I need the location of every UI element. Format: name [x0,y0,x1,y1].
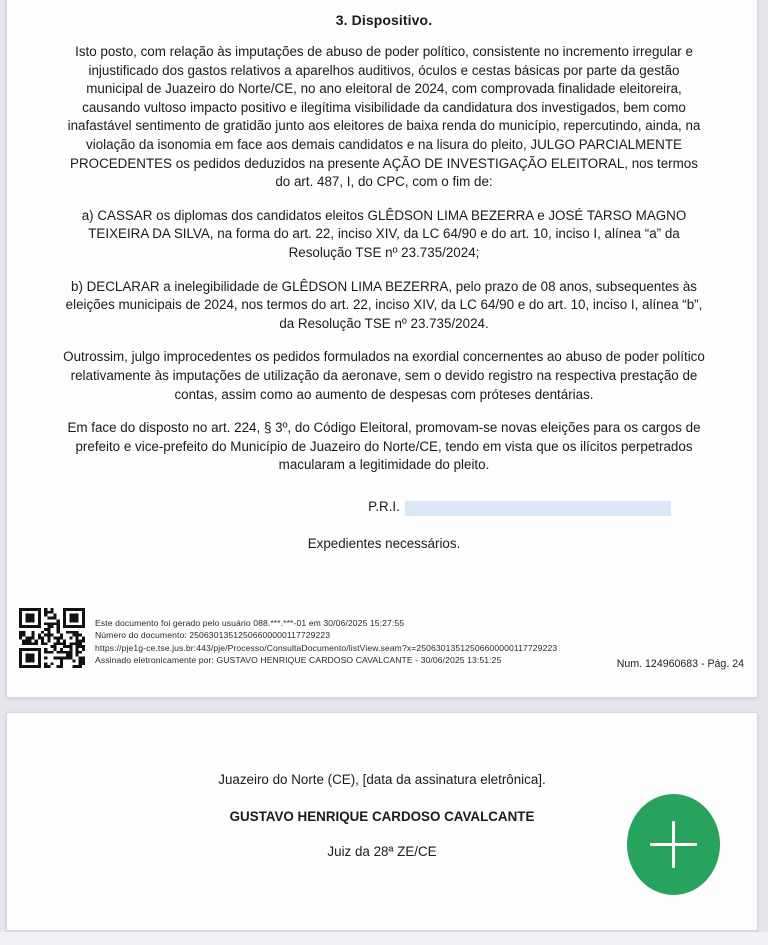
signer-name: GUSTAVO HENRIQUE CARDOSO CAVALCANTE [229,809,535,824]
section-heading: 3. Dispositivo. [335,12,433,28]
stamp-document-number: Número do documento: 25063013512506600000117729223 [95,630,331,641]
stamp-generated-by: Este documento foi gerado pelo usuário 088.***.***-01 em 30/06/2025 15:27:55 [95,618,405,628]
pri-line [61,499,707,518]
paragraph-outrossim: Outrossim, julgo improcedentes os pedidos formulados na exordial concernentes ao abuso de poder político relativamente às imputações de utilização da aeronave, sem o devido registro na respectiva prestação de contas, assim como ao aumento de despesas com próteses dentárias. [63,349,705,402]
paragraph-item-b: b) DECLARAR a inelegibilidade de GLÊDSON LIMA BEZERRA, pelo prazo de 08 anos, subsequentes às eleições municipais de 2024, nos termos do art. 22, inciso XIV, da LC 64/90 e do art. 10, inciso I, alínea “b”, da Resolução TSE nº 23.735/2024. [65,278,703,331]
pri-text: P.R.I. [368,498,400,514]
paragraph-isto-posto: Isto posto, com relação às imputações de abuso de poder político, consistente no incremento irregular e injustificado dos gastos relativos a aparelhos auditivos, óculos e cestas básicas por parte da gestão municipal de Juazeiro do Norte/CE, no ano eleitoral de 2024, com comprovada finalidade eleitoreira, causando vultoso impacto positivo e ilegítima visibilidade da candidatura dos investigados, bem como inafastável sentimento de gratidão junto aos eleitores de baixa renda do município, repercutindo, ainda, na violação da isonomia em face aos demais candidatos e na lisura do pleito, JULGO PARCIALMENTE PROCEDENTES os pedidos deduzidos na presente AÇÃO DE INVESTIGAÇÃO ELEITORAL, nos termos do art. 487, I, do CPC, com o fim de: [67,44,701,190]
signer-role: Juiz da 28ª ZE/CE [327,844,437,859]
document-page-1 [6,0,758,698]
page-number-ref: Num. 124960683 - Pág. 24 [616,658,744,670]
document-page-2 [6,712,758,931]
qr-code-icon [19,608,85,668]
signature-place-line: Juazeiro do Norte (CE), [data da assinatura eletrônica]. [218,772,546,787]
paragraph-item-a: a) CASSAR os diplomas dos candidatos eleitos GLÊDSON LIMA BEZERRA e JOSÉ TARSO MAGNO TEIXEIRA DA SILVA, na forma do art. 22, inciso XIV, da LC 64/90 e do art. 10, inciso I, alínea “a” da Resolução TSE nº 23.735/2024; [81,207,687,260]
viewer-bottom-strip [0,932,768,945]
stamp-lines [95,608,557,667]
stamp-signed-by: Assinado eletronicamente por: GUSTAVO HENRIQUE CARDOSO CAVALCANTE - 30/06/2025 13:51:25 [95,655,502,666]
plus-icon-bar [672,821,675,868]
paragraph-expedientes: Expedientes necessários. [307,535,461,551]
signature-stamp [19,608,557,668]
text-selection-highlight [405,501,671,516]
add-button[interactable] [627,794,720,895]
stamp-verification-url: https://pje1g-ce.tse.jus.br:443/pje/Processo/ConsultaDocumento/listView.seam?x=25063013512506600000117729223 [95,642,558,653]
page-1-content [7,0,757,553]
paragraph-em-face: Em face do disposto no art. 224, § 3º, do Código Eleitoral, promovam-se novas eleições para os cargos de prefeito e vice-prefeito do Município de Juazeiro do Norte/CE, tendo em vista que os ilícitos perpetrados macularam a legitimidade do pleito. [67,420,701,473]
